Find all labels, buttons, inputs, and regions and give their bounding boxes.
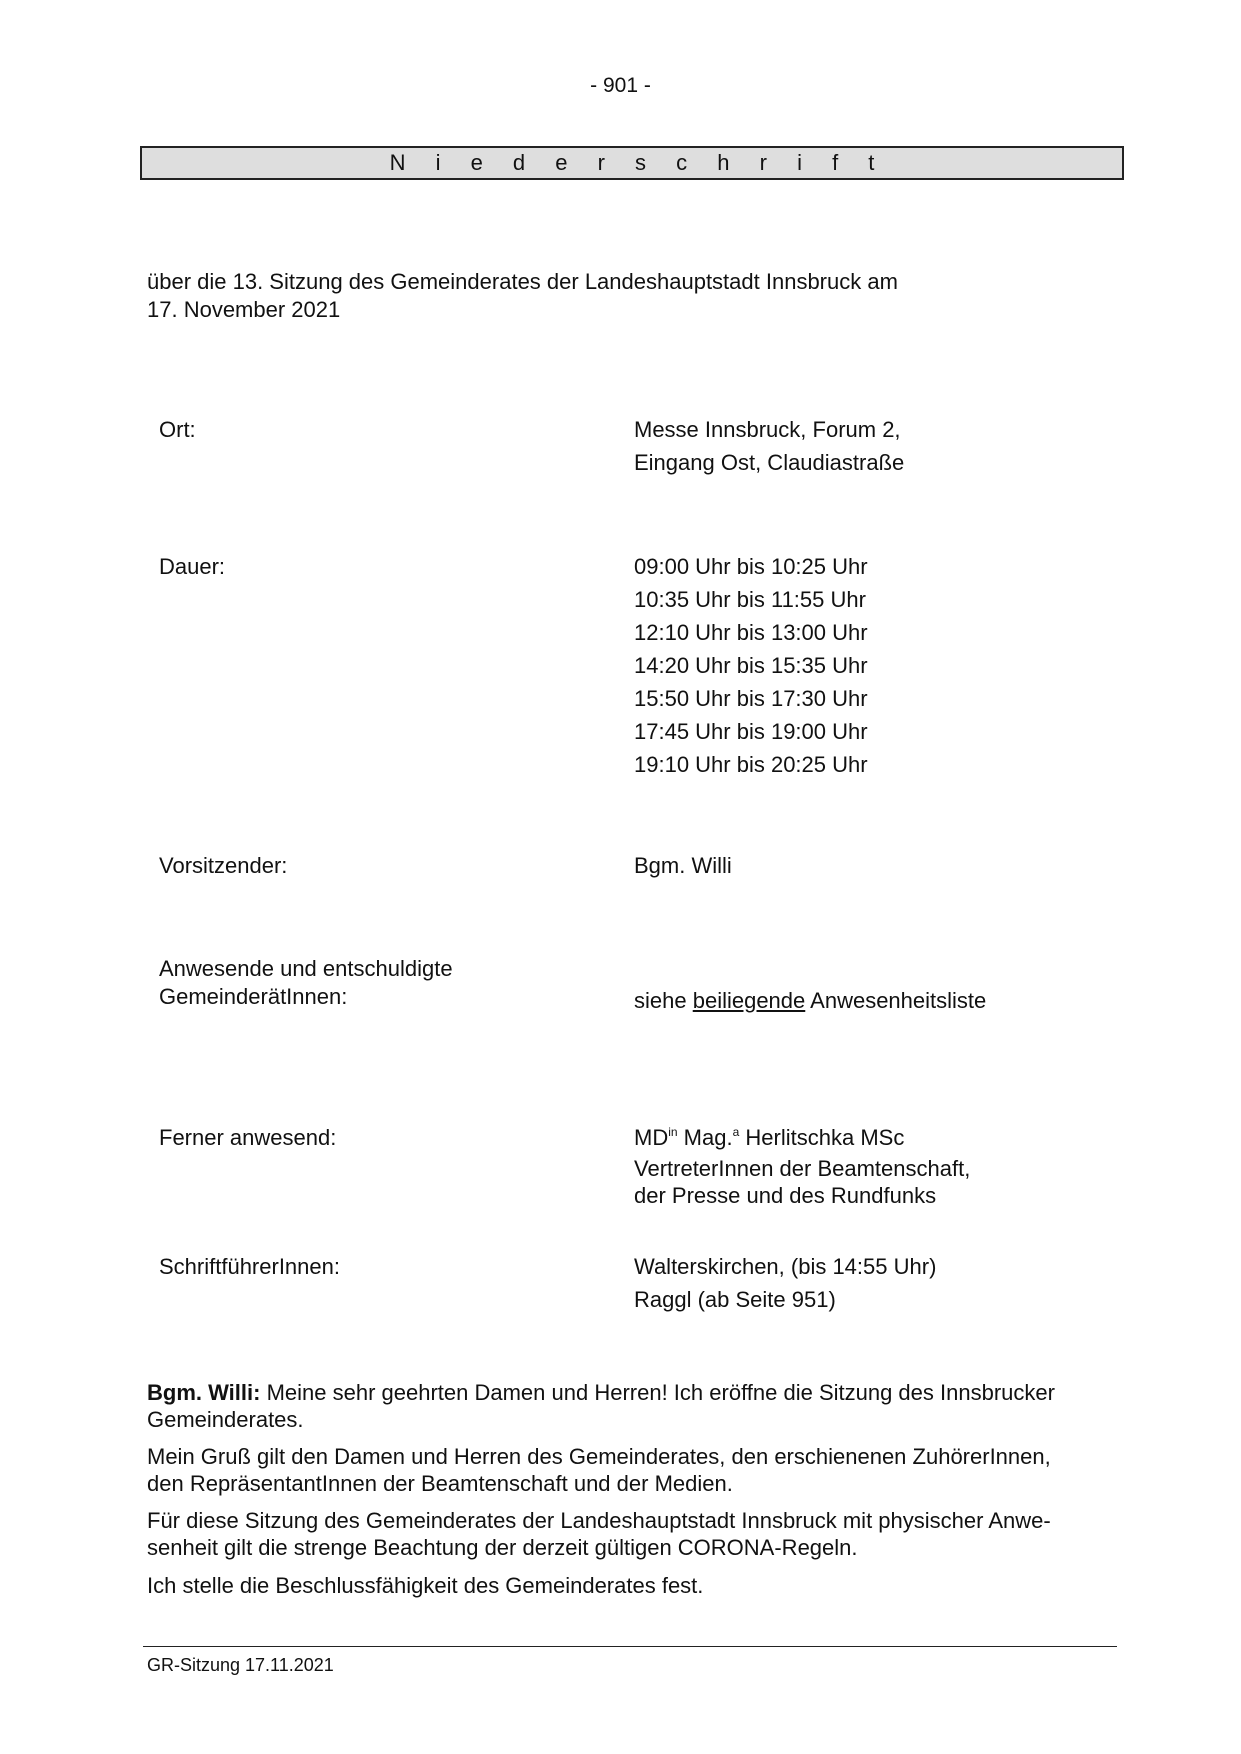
speech-p3-line-1: Für diese Sitzung des Gemeinderates der Landeshauptstadt Innsbruck mit physischer Anwe-	[147, 1508, 1051, 1533]
vorsitz-label: Vorsitzender:	[159, 853, 288, 878]
schriftfuehrer-label: SchriftführerInnen:	[159, 1254, 340, 1279]
speech-p1-line-2: Gemeinderates.	[147, 1407, 304, 1432]
schriftfuehrer-line: Raggl (ab Seite 951)	[634, 1287, 836, 1312]
dauer-line: 17:45 Uhr bis 19:00 Uhr	[634, 719, 868, 744]
speech-paragraph-2	[147, 1443, 1107, 1497]
schriftfuehrer-line: Walterskirchen, (bis 14:55 Uhr)	[634, 1254, 937, 1279]
intro-line-2: 17. November 2021	[147, 297, 341, 322]
ort-line: Eingang Ost, Claudiastraße	[634, 450, 905, 475]
anwesende-label	[159, 955, 619, 1011]
anwesende-suffix: Anwesenheitsliste	[805, 988, 987, 1013]
speech-paragraph-4: Ich stelle die Beschlussfähigkeit des Gemeinderates fest.	[147, 1573, 704, 1598]
speaker-name: Bgm. Willi:	[147, 1380, 261, 1405]
ort-value	[634, 413, 1174, 479]
footer-divider	[143, 1646, 1117, 1647]
document-title: N i e d e r s c h r i f t	[389, 150, 887, 175]
intro-line-1: über die 13. Sitzung des Gemeinderates der Landeshauptstadt Innsbruck am	[147, 269, 898, 294]
dauer-line: 15:50 Uhr bis 17:30 Uhr	[634, 686, 868, 711]
dauer-label: Dauer:	[159, 554, 226, 579]
ferner-md-sup: in	[668, 1125, 678, 1139]
dauer-line: 14:20 Uhr bis 15:35 Uhr	[634, 653, 868, 678]
dauer-line: 12:10 Uhr bis 13:00 Uhr	[634, 620, 868, 645]
ferner-label: Ferner anwesend:	[159, 1125, 337, 1150]
ferner-md: MD	[634, 1125, 669, 1150]
document-title-box	[140, 146, 1124, 180]
ferner-line-3: der Presse und des Rundfunks	[634, 1183, 937, 1208]
ferner-mag-sup: a	[732, 1125, 740, 1139]
page-number: - 901 -	[590, 74, 651, 97]
speech-paragraph-3	[147, 1507, 1107, 1561]
ferner-name: Herlitschka MSc	[739, 1125, 905, 1150]
ferner-line-1	[634, 1121, 1174, 1154]
anwesende-label-line: Anwesende und entschuldigte	[159, 956, 453, 981]
ort-label: Ort:	[159, 417, 196, 442]
speech-p2-line-1: Mein Gruß gilt den Damen und Herren des Gemeinderates, den erschienenen ZuhörerInnen,	[147, 1444, 1051, 1469]
speech-p1-text: Meine sehr geehrten Damen und Herren! Ich eröffne die Sitzung des Innsbrucker	[260, 1380, 1055, 1405]
anwesende-underlined-word: beiliegende	[692, 988, 806, 1013]
anwesende-value	[634, 987, 1174, 1015]
speech-p3-line-2: senheit gilt die strenge Beachtung der derzeit gültigen CORONA-Regeln.	[147, 1535, 858, 1560]
ferner-mag: Mag.	[677, 1125, 733, 1150]
vorsitz-value: Bgm. Willi	[634, 853, 732, 878]
dauer-line: 10:35 Uhr bis 11:55 Uhr	[634, 587, 866, 612]
anwesende-label-line: GemeinderätInnen:	[159, 984, 348, 1009]
ferner-value	[634, 1121, 1174, 1209]
ort-line: Messe Innsbruck, Forum 2,	[634, 417, 901, 442]
dauer-value	[634, 550, 1174, 781]
footer-text: GR-Sitzung 17.11.2021	[147, 1655, 334, 1675]
speech-p2-line-2: den RepräsentantInnen der Beamtenschaft und der Medien.	[147, 1471, 733, 1496]
dauer-line: 19:10 Uhr bis 20:25 Uhr	[634, 752, 868, 777]
ferner-line-2: VertreterInnen der Beamtenschaft,	[634, 1156, 971, 1181]
speech-p1-line-1	[147, 1379, 1107, 1406]
intro-text	[147, 268, 1107, 324]
anwesende-prefix: siehe	[634, 988, 693, 1013]
speech-paragraph-1	[147, 1379, 1107, 1433]
dauer-line: 09:00 Uhr bis 10:25 Uhr	[634, 554, 868, 579]
schriftfuehrer-value	[634, 1250, 1174, 1316]
